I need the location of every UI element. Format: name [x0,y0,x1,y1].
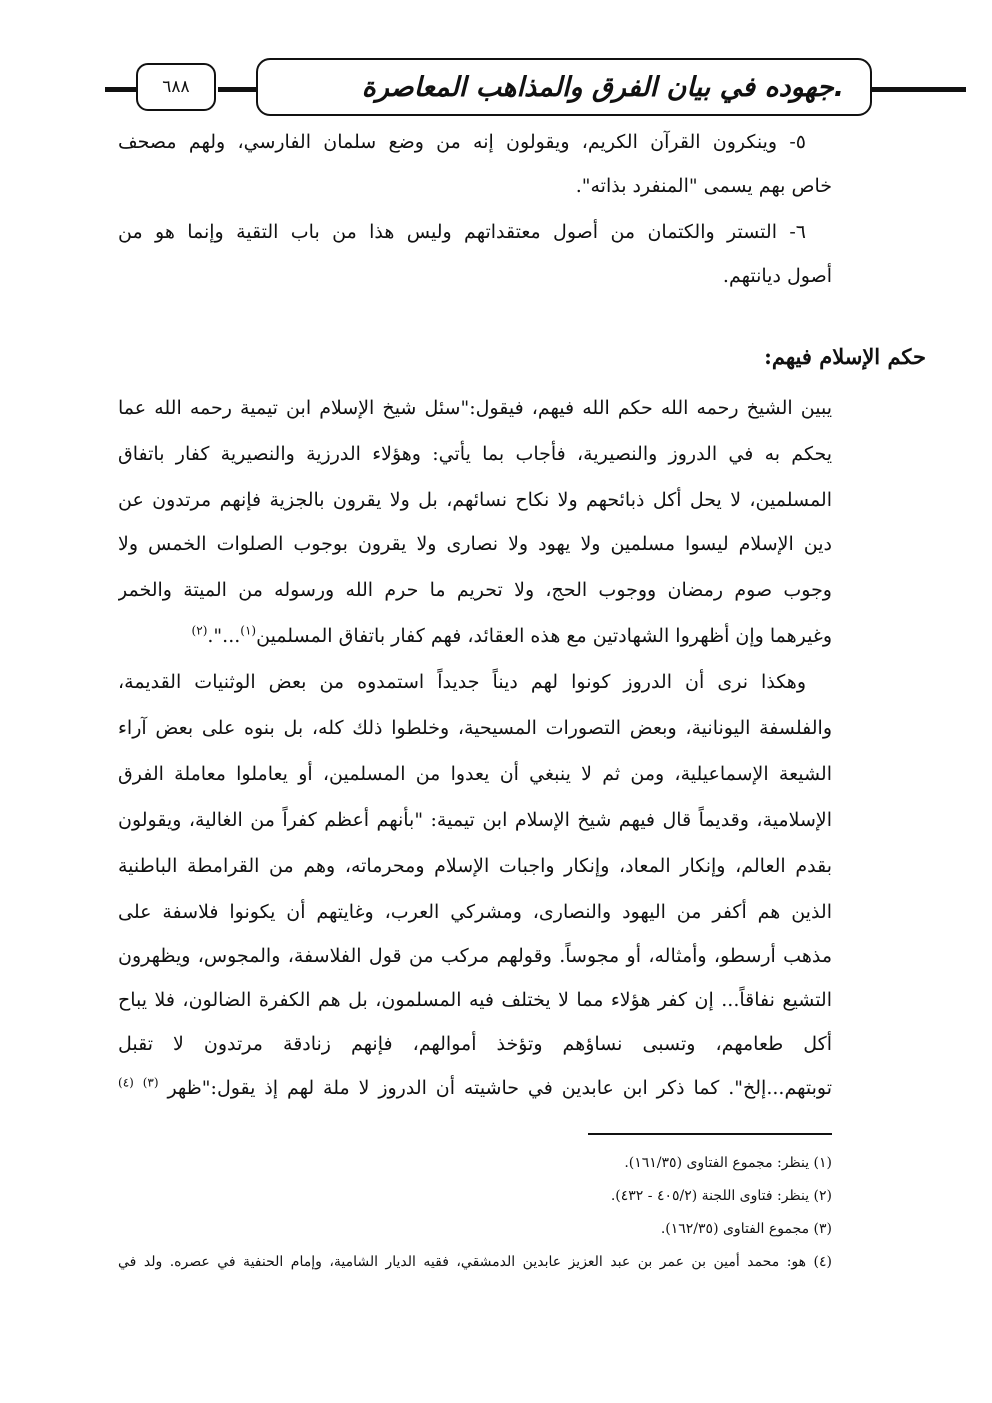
text-span: وغيرهما وإن أظهروا الشهادتين مع هذه العقائد، فهم كفار باتفاق المسلمين [256,625,832,647]
text-line: أكل طعامهم، وتسبى نساؤهم وتؤخذ أموالهم، فإنهم زنادقة مرتدون لا تقبل [118,1033,832,1055]
footnote: (١) ينظر: مجموع الفتاوى (١٦١/٣٥). [624,1155,832,1171]
text-line: دين الإسلام ليسوا مسلمين ولا يهود ولا نصارى ولا يقرون بوجوب الصلوات الخمس ولا [118,533,832,555]
text-line: ٦- التستر والكتمان من أصول معتقداتهم وليس هذا من باب التقية وإنما هو من [118,221,806,243]
running-title: جهوده في بيان الفرق والمذاهب المعاصرة. [256,58,872,116]
text-line: خاص بهم يسمى "المنفرد بذاته". [575,175,832,197]
footnote-separator [588,1133,832,1135]
text-line: يحكم به في الدروز والنصيرية، فأجاب بما يأتي: وهؤلاء الدرزية والنصيرية كفار باتفاق [118,443,832,465]
text-line: وجوب صوم رمضان ووجوب الحج، ولا تحريم ما حرم الله ورسوله من الميتة والخمر [118,579,832,601]
footnote: (٤) هو: محمد أمين بن عمر بن عبد العزيز عابدين الدمشقي، فقيه الديار الشامية، وإمام الحنفية في عصره. ولد في [118,1254,832,1270]
section-text [118,0,832,1130]
text-line: المسلمين، لا يحل أكل ذبائحهم ولا نكاح نسائهم، بل ولا يقرون بالجزية فإنهم مرتدون عن [118,489,832,511]
header-rule-right [870,87,966,92]
page-number: ٦٨٨ [136,63,216,111]
footnote: (٢) ينظر: فتاوى اللجنة (٤٠٥/٢ - ٤٣٢). [610,1188,832,1204]
text-line [118,1066,832,1110]
footnote-mark: (٣) [142,1075,159,1090]
text-line: الذين هم أكفر من اليهود والنصارى، ومشركي العرب، وغايتهم أن يكونوا فلاسفة على [118,901,832,923]
text-line [118,614,832,658]
text-line: التشيع نفاقاً... إن كفر هؤلاء مما لا يختلف فيه المسلمون، بل هم الكفرة الضالون، فلا يباح [118,989,832,1011]
text-line: والفلسفة اليونانية، وبعض التصورات المسيحية، وخلطوا ذلك كله، بل بنوه على بعض آراء [118,717,832,739]
text-line: مذهب أرسطو، وأمثاله، أو مجوساً. وقولهم مركب من قول الفلاسفة، والمجوس، ويظهرون [118,945,832,967]
text-line: يبين الشيخ رحمه الله حكم الله فيهم، فيقول:"سئل شيخ الإسلام ابن تيمية رحمه الله عما [118,397,832,419]
text-line: الإسلامية، وقديماً قال فيهم شيخ الإسلام ابن تيمية: "بأنهم أعظم كفراً من الغالية، ويقولون [118,809,832,831]
footnote-mark: (١) [240,623,257,638]
text-line: وهكذا نرى أن الدروز كونوا لهم ديناً جديداً استمدوه من بعض الوثنيات القديمة، [118,671,806,693]
footnote-mark: (٤) [118,1075,134,1090]
text-line: بقدم العالم، وإنكار المعاد، وإنكار واجبات الإسلام ومحرماته، وهم من القرامطة الباطنية [118,855,832,877]
section-heading: حكم الإسلام فيهم: [764,344,926,369]
text-line: أصول ديانتهم. [722,265,832,287]
footnote: (٣) مجموع الفتاوى (١٦٢/٣٥). [660,1221,832,1237]
text-line: ٥- وينكرون القرآن الكريم، ويقولون إنه من وضع سلمان الفارسي، ولهم مصحف [118,131,806,153]
text-span: توبتهم...إلخ". كما ذكر ابن عابدين في حاشيته أن الدروز لا ملة لهم إذ يقول:"ظهر [167,1077,832,1099]
text-line: الشيعة الإسماعيلية، ومن ثم لا ينبغي أن يعدوا من المسلمين، أو يعاملوا معاملة الفرق [118,763,832,785]
footnote-mark: (٢) [191,623,208,638]
text-span: ...". [207,625,241,647]
